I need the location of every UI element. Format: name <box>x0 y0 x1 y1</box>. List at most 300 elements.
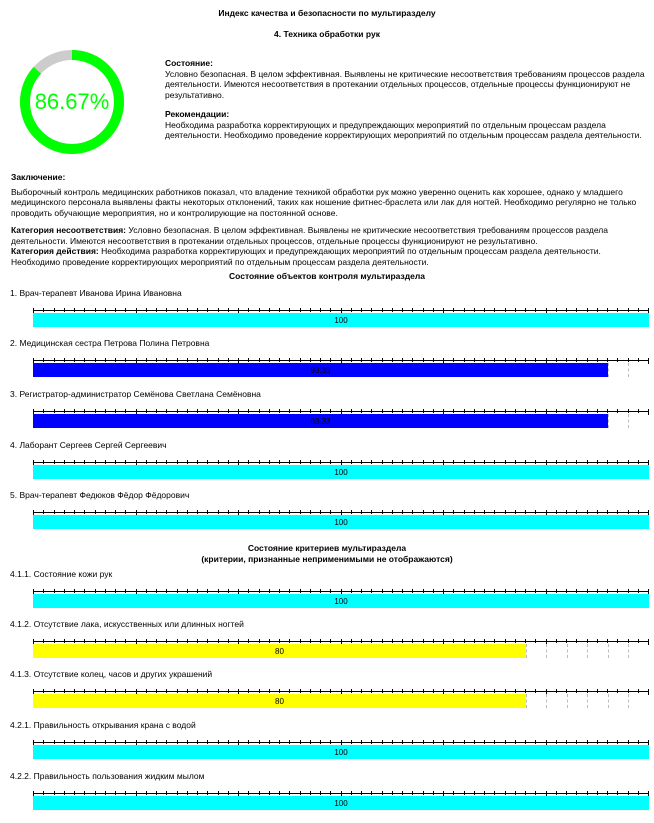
bar-axis-tick <box>84 358 85 362</box>
bar-axis-tick <box>566 308 567 312</box>
bar-axis-tick <box>423 639 424 643</box>
bar-axis-tick <box>566 460 567 464</box>
criteria-bar-chart <box>33 589 649 613</box>
bar-axis-tick <box>330 308 331 312</box>
bar-axis-tick <box>197 639 198 643</box>
bar-axis-tick <box>259 308 260 312</box>
bar-axis-tick <box>525 358 526 362</box>
bar-axis-tick <box>617 689 618 693</box>
bar-axis-tick <box>412 589 413 593</box>
bar-axis-tick <box>628 510 629 514</box>
criteria-bar-value: 80 <box>275 696 284 706</box>
bar-axis-tick <box>566 589 567 593</box>
bar-axis-tick <box>392 409 393 413</box>
bar-axis-tick <box>64 589 65 593</box>
bar-axis-tick <box>320 589 321 593</box>
bar-axis-tick <box>392 460 393 464</box>
bar-axis-tick <box>248 460 249 464</box>
object-bar-fill <box>33 363 608 377</box>
bar-axis-tick <box>320 791 321 795</box>
bar-axis-tick <box>371 791 372 795</box>
bar-axis-tick <box>556 639 557 643</box>
bar-axis-tick <box>310 639 311 643</box>
bar-axis-tick <box>115 589 116 593</box>
bar-axis-tick <box>648 409 649 415</box>
bar-axis-tick <box>515 510 516 514</box>
recommendations-text: Необходима разработка корректирующих и предупреждающих мероприятий по отдельным процессам раздела деятельности. Необходимо проведение корректирующих мероприятий по отдельным процессам раздела деятельности. <box>165 119 642 140</box>
bar-axis-tick <box>382 689 383 693</box>
bar-axis-tick <box>310 308 311 312</box>
criteria-bar-chart <box>33 639 649 663</box>
bar-axis-tick <box>146 740 147 744</box>
bar-axis-tick <box>54 358 55 362</box>
bar-axis-tick <box>95 308 96 312</box>
bar-axis-tick <box>351 740 352 744</box>
bar-axis-tick <box>587 740 588 744</box>
bar-axis-tick <box>566 791 567 795</box>
bar-axis-tick <box>402 460 403 464</box>
bar-axis-tick <box>617 409 618 413</box>
bar-axis-tick <box>207 639 208 643</box>
bar-axis-tick <box>505 460 506 464</box>
bar-grid-line <box>628 644 629 658</box>
bar-axis-tick <box>402 740 403 744</box>
bar-axis-tick <box>259 358 260 362</box>
bar-axis-tick <box>525 689 526 693</box>
bar-axis-tick <box>300 358 301 362</box>
bar-axis-tick <box>515 358 516 362</box>
bar-axis-tick <box>310 740 311 744</box>
bar-axis-tick <box>54 308 55 312</box>
bar-axis-tick <box>74 791 75 795</box>
bar-axis-tick <box>617 510 618 514</box>
bar-axis-tick <box>576 639 577 643</box>
bar-axis-tick <box>638 740 639 744</box>
criteria-bar-fill <box>33 745 649 759</box>
bar-axis-tick <box>43 409 44 413</box>
bar-axis-tick <box>423 740 424 744</box>
bar-axis-tick <box>105 409 106 413</box>
bar-axis-tick <box>43 460 44 464</box>
bar-axis-tick <box>453 358 454 362</box>
bar-axis-tick <box>156 791 157 795</box>
bar-axis-tick <box>505 358 506 362</box>
bar-axis-tick <box>177 308 178 312</box>
bar-axis-tick <box>566 409 567 413</box>
bar-axis-tick <box>628 358 629 362</box>
bar-axis-tick <box>351 308 352 312</box>
bar-axis-tick <box>166 689 167 693</box>
bar-axis-tick <box>259 639 260 643</box>
bar-axis-tick <box>330 409 331 413</box>
bar-axis-tick <box>525 308 526 312</box>
bar-axis-tick <box>64 308 65 312</box>
category-nonconformity <box>11 225 647 246</box>
bar-grid-line <box>567 644 568 658</box>
bar-axis-tick <box>228 689 229 693</box>
bar-axis-tick <box>638 510 639 514</box>
bar-axis-tick <box>197 791 198 795</box>
bar-axis-tick <box>515 589 516 593</box>
bar-axis-tick <box>525 409 526 413</box>
bar-axis-tick <box>535 409 536 413</box>
bar-axis-tick <box>166 409 167 413</box>
bar-axis-tick <box>607 639 608 643</box>
bar-axis-tick <box>218 740 219 744</box>
bar-axis-tick <box>484 308 485 312</box>
bar-axis-tick <box>361 308 362 312</box>
bar-axis-tick <box>64 689 65 693</box>
bar-axis-tick <box>412 308 413 312</box>
bar-axis-tick <box>576 358 577 362</box>
bar-grid-line <box>526 694 527 708</box>
bar-axis-tick <box>361 510 362 514</box>
bar-axis-tick <box>597 740 598 744</box>
bar-axis-tick <box>43 358 44 362</box>
bar-axis-tick <box>125 791 126 795</box>
bar-axis-tick <box>279 689 280 693</box>
bar-axis-tick <box>218 791 219 795</box>
bar-axis-tick <box>587 409 588 413</box>
bar-axis-tick <box>628 791 629 795</box>
bar-axis-tick <box>494 358 495 362</box>
bar-axis-tick <box>412 409 413 413</box>
bar-axis-tick <box>638 791 639 795</box>
bar-axis-tick <box>300 689 301 693</box>
bar-axis-tick <box>412 639 413 643</box>
bar-axis-tick <box>597 409 598 413</box>
bar-axis-tick <box>300 589 301 593</box>
object-bar-value: 100 <box>334 517 348 527</box>
bar-axis-tick <box>43 510 44 514</box>
bar-axis-tick <box>515 639 516 643</box>
criteria-bar-chart <box>33 791 649 815</box>
bar-axis-tick <box>115 358 116 362</box>
bar-axis-tick <box>392 589 393 593</box>
bar-axis-tick <box>474 791 475 795</box>
bar-axis-tick <box>433 740 434 744</box>
bar-axis-tick <box>146 409 147 413</box>
bar-axis-tick <box>228 358 229 362</box>
bar-axis-tick <box>464 510 465 514</box>
criteria-bar-fill <box>33 594 649 608</box>
bar-axis-tick <box>412 358 413 362</box>
bar-axis-tick <box>464 358 465 362</box>
bar-axis-tick <box>535 358 536 362</box>
bar-axis-tick <box>392 358 393 362</box>
bar-axis-tick <box>300 639 301 643</box>
bar-axis-tick <box>115 791 116 795</box>
bar-axis-tick <box>248 689 249 693</box>
bar-axis-tick <box>464 409 465 413</box>
bar-axis-tick <box>597 791 598 795</box>
bar-axis-tick <box>628 308 629 312</box>
bar-axis-tick <box>218 639 219 643</box>
bar-axis-tick <box>474 409 475 413</box>
bar-axis-tick <box>74 308 75 312</box>
bar-axis-tick <box>156 510 157 514</box>
bar-axis-tick <box>607 689 608 693</box>
bar-axis-tick <box>371 689 372 693</box>
bar-axis-tick <box>464 689 465 693</box>
bar-axis-tick <box>177 460 178 464</box>
criteria-bar-value: 100 <box>334 747 348 757</box>
bar-axis-tick <box>248 639 249 643</box>
bar-axis-tick <box>433 460 434 464</box>
bar-axis-tick <box>535 510 536 514</box>
bar-axis-tick <box>607 308 608 312</box>
gauge-percent-label: 86.67% <box>34 89 110 114</box>
bar-axis-tick <box>556 689 557 693</box>
bar-axis-tick <box>402 689 403 693</box>
bar-axis-tick <box>115 460 116 464</box>
bar-axis-tick <box>146 510 147 514</box>
state-text: Условно безопасная. В целом эффективная. Выявлены не критические несоответствия требованиям процессов раздела деятельности. Имеются несоответствия в протекании отдельных процессов, отдельные процессы функционируют не результативно. <box>165 68 645 100</box>
recommendations-block <box>165 109 645 141</box>
bar-axis-tick <box>74 689 75 693</box>
bar-axis-tick <box>351 639 352 643</box>
object-bar-fill <box>33 414 608 428</box>
bar-axis-tick <box>269 510 270 514</box>
bar-axis-tick <box>453 510 454 514</box>
bar-grid-line <box>608 414 609 428</box>
bar-axis-tick <box>617 460 618 464</box>
bar-axis-tick <box>607 510 608 514</box>
bar-axis-tick <box>84 409 85 413</box>
bar-axis-tick <box>320 510 321 514</box>
bar-axis-tick <box>310 510 311 514</box>
bar-grid-line <box>546 644 547 658</box>
bar-axis-tick <box>587 460 588 464</box>
bar-axis-tick <box>505 308 506 312</box>
bar-axis-tick <box>361 589 362 593</box>
bar-axis-tick <box>423 409 424 413</box>
bar-axis-tick <box>371 639 372 643</box>
bar-axis-tick <box>505 510 506 514</box>
bar-axis-tick <box>556 791 557 795</box>
bar-axis-tick <box>382 639 383 643</box>
bar-axis-tick <box>146 460 147 464</box>
object-bar-chart <box>33 460 649 484</box>
bar-axis-tick <box>433 510 434 514</box>
criteria-title: 4.1.1. Состояние кожи рук <box>10 569 113 579</box>
bar-axis-tick <box>43 740 44 744</box>
bar-axis-tick <box>505 740 506 744</box>
bar-axis-tick <box>300 791 301 795</box>
bar-axis-tick <box>146 689 147 693</box>
bar-axis-tick <box>453 409 454 413</box>
bar-axis-tick <box>269 791 270 795</box>
bar-axis-tick <box>474 358 475 362</box>
bar-axis-tick <box>64 791 65 795</box>
bar-axis-tick <box>177 639 178 643</box>
bar-axis-tick <box>628 589 629 593</box>
bar-axis-tick <box>638 460 639 464</box>
bar-axis-tick <box>269 589 270 593</box>
bar-axis-tick <box>330 460 331 464</box>
bar-axis-tick <box>320 358 321 362</box>
bar-axis-tick <box>494 460 495 464</box>
bar-axis-tick <box>115 409 116 413</box>
bar-axis-tick <box>525 510 526 514</box>
bar-axis-tick <box>279 791 280 795</box>
bar-axis-tick <box>64 740 65 744</box>
bar-axis-tick <box>156 689 157 693</box>
bar-axis-tick <box>474 639 475 643</box>
bar-axis-tick <box>218 358 219 362</box>
bar-axis-tick <box>279 639 280 643</box>
bar-axis-tick <box>166 460 167 464</box>
bar-axis-tick <box>361 689 362 693</box>
bar-axis-tick <box>84 510 85 514</box>
bar-axis-tick <box>556 409 557 413</box>
bar-axis-tick <box>84 689 85 693</box>
bar-axis-tick <box>494 791 495 795</box>
object-title: 2. Медицинская сестра Петрова Полина Петровна <box>10 338 210 348</box>
bar-axis-tick <box>423 510 424 514</box>
bar-axis-tick <box>207 409 208 413</box>
bar-axis-tick <box>361 740 362 744</box>
bar-axis-tick <box>310 409 311 413</box>
bar-axis-tick <box>197 740 198 744</box>
bar-axis-tick <box>515 689 516 693</box>
bar-axis-tick <box>320 460 321 464</box>
bar-axis-tick <box>64 639 65 643</box>
bar-axis-tick <box>187 639 188 643</box>
bar-axis-tick <box>576 740 577 744</box>
bar-axis-tick <box>628 460 629 464</box>
bar-axis-tick <box>638 589 639 593</box>
bar-axis-tick <box>617 358 618 362</box>
bar-axis-tick <box>248 791 249 795</box>
bar-axis-tick <box>361 409 362 413</box>
bar-axis-tick <box>228 308 229 312</box>
bar-axis-tick <box>197 589 198 593</box>
bar-axis-tick <box>361 639 362 643</box>
state-title: Состояние: <box>165 58 213 68</box>
bar-axis-tick <box>535 589 536 593</box>
bar-axis-tick <box>218 689 219 693</box>
object-title: 4. Лаборант Сергеев Сергей Сергеевич <box>10 440 167 450</box>
bar-axis-tick <box>43 791 44 795</box>
bar-axis-tick <box>453 308 454 312</box>
bar-axis-tick <box>43 589 44 593</box>
bar-axis-tick <box>648 358 649 364</box>
bar-axis-tick <box>494 740 495 744</box>
bar-axis-tick <box>259 589 260 593</box>
bar-axis-tick <box>279 409 280 413</box>
category-nonconformity-label: Категория несоответствия: <box>11 225 126 235</box>
bar-axis-tick <box>494 409 495 413</box>
bar-axis-tick <box>556 510 557 514</box>
bar-axis-tick <box>402 409 403 413</box>
bar-axis-tick <box>330 791 331 795</box>
bar-axis-tick <box>279 308 280 312</box>
bar-axis-tick <box>505 689 506 693</box>
bar-axis-tick <box>259 689 260 693</box>
bar-axis-tick <box>105 308 106 312</box>
bar-axis-tick <box>125 689 126 693</box>
category-nonconformity-text: Условно безопасная. В целом эффективная. Выявлены не критические несоответствия требованиям процессов раздела деятельности. Имеются несоответствия в протекании отдельных процессов, отдельные процессы функционируют не результативно. <box>11 225 608 246</box>
bar-axis-tick <box>95 689 96 693</box>
object-bar-fill <box>33 515 649 529</box>
bar-axis-tick <box>207 689 208 693</box>
bar-axis-tick <box>156 589 157 593</box>
bar-axis-tick <box>515 308 516 312</box>
bar-axis-tick <box>105 358 106 362</box>
bar-axis-tick <box>484 740 485 744</box>
bar-axis-tick <box>494 639 495 643</box>
objects-section-title: Состояние объектов контроля мультираздела <box>229 271 425 281</box>
bar-axis-tick <box>382 791 383 795</box>
bar-axis-tick <box>535 460 536 464</box>
bar-axis-tick <box>464 460 465 464</box>
bar-axis-tick <box>218 510 219 514</box>
bar-axis-tick <box>474 689 475 693</box>
bar-axis-tick <box>402 308 403 312</box>
bar-axis-tick <box>628 409 629 413</box>
bar-axis-tick <box>351 791 352 795</box>
bar-axis-tick <box>105 639 106 643</box>
bar-axis-tick <box>74 510 75 514</box>
bar-axis-tick <box>330 740 331 744</box>
bar-axis-tick <box>484 791 485 795</box>
bar-axis-tick <box>269 689 270 693</box>
bar-axis-tick <box>177 510 178 514</box>
bar-axis-tick <box>54 791 55 795</box>
bar-axis-tick <box>43 639 44 643</box>
bar-axis-tick <box>207 460 208 464</box>
bar-axis-tick <box>535 740 536 744</box>
bar-axis-tick <box>382 308 383 312</box>
object-bar-fill <box>33 313 649 327</box>
object-title: 5. Врач-терапевт Федюков Фёдор Фёдорович <box>10 490 190 500</box>
bar-axis-tick <box>587 358 588 362</box>
bar-axis-tick <box>248 409 249 413</box>
category-block <box>11 225 647 267</box>
bar-axis-tick <box>597 689 598 693</box>
bar-axis-tick <box>166 740 167 744</box>
bar-axis-tick <box>464 308 465 312</box>
criteria-bar-chart <box>33 689 649 713</box>
bar-axis-tick <box>392 639 393 643</box>
criteria-title: 4.1.3. Отсутствие колец, часов и других украшений <box>10 669 213 679</box>
category-action-label: Категория действия: <box>11 246 99 256</box>
bar-axis-tick <box>300 510 301 514</box>
bar-axis-tick <box>382 358 383 362</box>
bar-axis-tick <box>207 791 208 795</box>
bar-grid-line <box>526 644 527 658</box>
object-bar-fill <box>33 465 649 479</box>
bar-axis-tick <box>289 358 290 362</box>
object-bar-chart <box>33 510 649 534</box>
bar-axis-tick <box>617 589 618 593</box>
bar-axis-tick <box>423 358 424 362</box>
bar-axis-tick <box>84 740 85 744</box>
bar-grid-line <box>546 694 547 708</box>
bar-axis-tick <box>464 639 465 643</box>
bar-axis-tick <box>453 791 454 795</box>
bar-axis-tick <box>474 460 475 464</box>
bar-axis-tick <box>54 460 55 464</box>
bar-axis-tick <box>330 510 331 514</box>
bar-axis-tick <box>617 740 618 744</box>
bar-axis-tick <box>351 589 352 593</box>
bar-axis-tick <box>330 358 331 362</box>
bar-axis-tick <box>453 689 454 693</box>
bar-axis-tick <box>535 689 536 693</box>
bar-axis-tick <box>320 639 321 643</box>
